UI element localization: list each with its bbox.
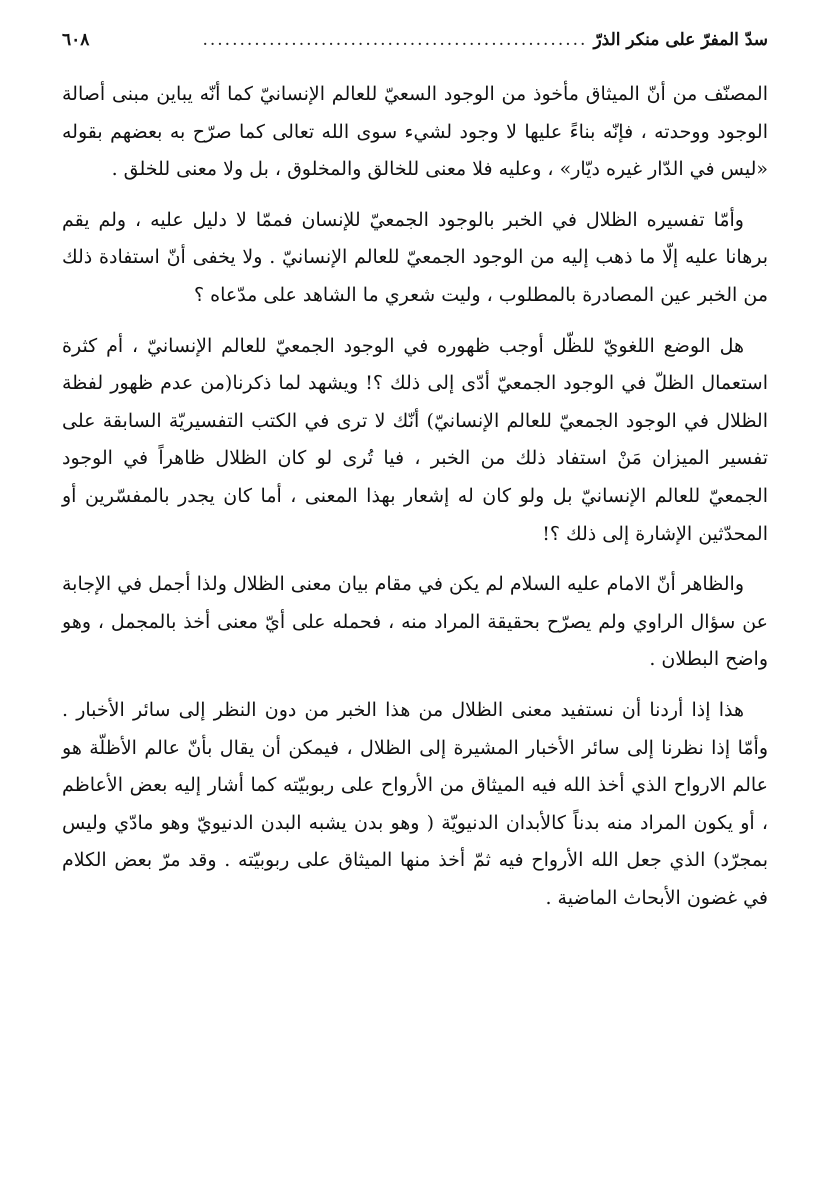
running-title: سدّ المفرّ على منكر الذرّ [593, 30, 768, 50]
paragraph-1: المصنّف من أنّ الميثاق مأخوذ من الوجود السعيّ للعالم الإنسانيّ كما أنّه يباين مبنى أصالة الوجود ووحدته ، فإنّه بناءً عليها لا وجود لشيء سوى الله تعالى كما صرّح به بعضهم بقوله «ليس في الدّار غيره ديّار» ، وعليه فلا معنى للخالق والمخلوق ، بل ولا معنى للخلق . [62, 83, 768, 181]
leader-dots: .................................................... [202, 30, 588, 50]
body-text [62, 76, 768, 930]
paragraph-5: هذا إذا أردنا أن نستفيد معنى الظلال من هذا الخبر من دون النظر إلى سائر الأخبار . وأمّا إذا نظرنا إلى سائر الأخبار المشيرة إلى الظلال ، فيمكن أن يقال بأنّ عالم الأظلّة هو عالم الارواح الذي أخذ الله فيه الميثاق من الأرواح على ربوبيّته كما أشار إليه بعض الأعاظم ، أو يكون المراد منه بدناً كالأبدان الدنيويّة ( وهو بدن يشبه البدن الدنيويّ وهو مادّي وليس بمجرّد) الذي جعل الله الأرواح فيه ثمّ أخذ منها الميثاق على ربوبيّته . وقد مرّ بعض الكلام في غضون الأبحاث الماضية . [62, 698, 768, 909]
paragraph-2: وأمّا تفسيره الظلال في الخبر بالوجود الجمعيّ للإنسان فممّا لا دليل عليه ، ولم يقم برهانا عليه إلّا ما ذهب إليه من الوجود الجمعيّ للعالم الإنسانيّ . ولا يخفى أنّ استفادة ذلك من الخبر عين المصادرة بالمطلوب ، وليت شعري ما الشاهد على مدّعاه ؟ [62, 208, 768, 306]
running-header [62, 30, 768, 64]
paragraph-3: هل الوضع اللغويّ للظّل أوجب ظهوره في الوجود الجمعيّ للعالم الإنسانيّ ، أم كثرة استعمال الظلّ في الوجود الجمعيّ أدّى إلى ذلك ؟! ويشهد لما ذكرنا(من عدم ظهور لفظة الظلال في الوجود الجمعيّ للعالم الإنسانيّ) أنّك لا ترى في الكتب التفسيريّة السابقة على تفسير الميزان مَنْ استفاد ذلك من الخبر ، فيا تُرى لو كان الظلال ظاهراً في الوجود الجمعيّ للعالم الإنسانيّ بل ولو كان له إشعار بهذا المعنى ، أما كان يجدر بالمفسّرين أو المحدّثين الإشارة إلى ذلك ؟! [62, 334, 768, 545]
paragraph-4: والظاهر أنّ الامام عليه السلام لم يكن في مقام بيان معنى الظلال ولذا أجمل في الإجابة عن سؤال الراوي ولم يصرّح بحقيقة المراد منه ، فحمله على أيّ معنى أخذ بالمجمل ، وهو واضح البطلان . [62, 573, 768, 671]
page-number: ٦٠٨ [62, 30, 90, 50]
